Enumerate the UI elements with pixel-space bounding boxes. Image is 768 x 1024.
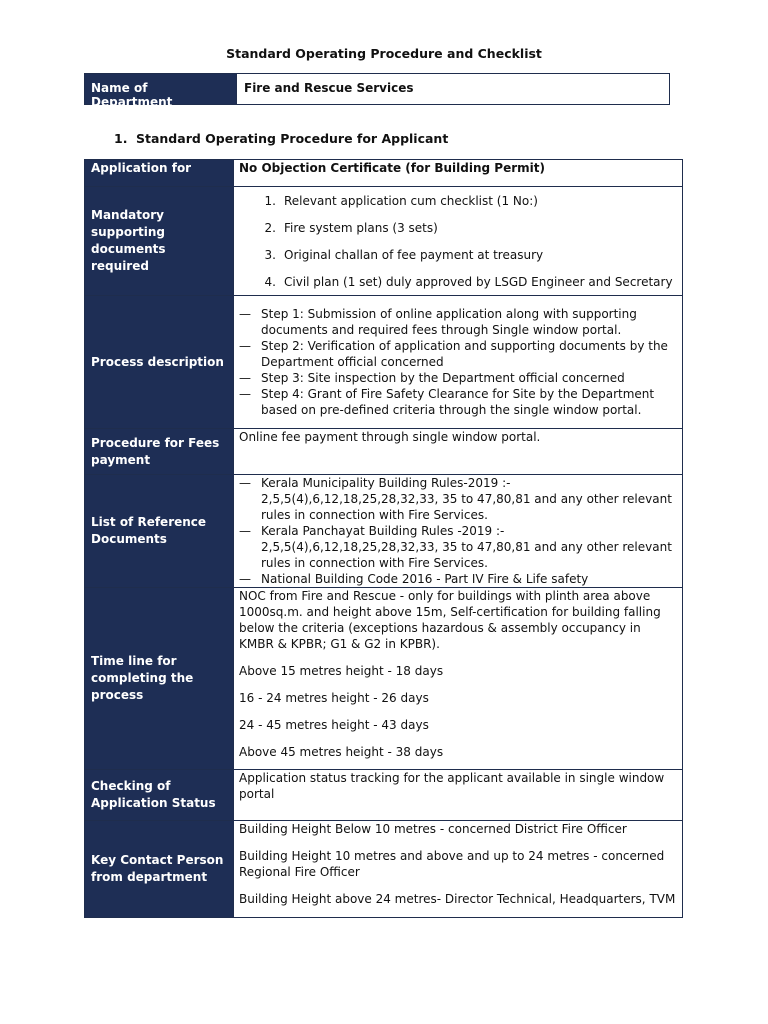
department-table	[84, 73, 670, 109]
label-contact: Key Contact Person from department	[85, 821, 234, 918]
department-label: Name of Department	[85, 74, 236, 104]
department-value: Fire and Rescue Services	[236, 74, 669, 104]
timeline-item: 24 - 45 metres height - 43 days	[239, 718, 429, 732]
references-list	[239, 475, 677, 587]
list-item: 2. Fire system plans (3 sets)	[264, 220, 438, 235]
section-heading	[114, 131, 448, 146]
value-fees: Online fee payment through single window portal.	[234, 429, 683, 475]
timeline-intro: NOC from Fire and Rescue - only for buildings with plinth area above 1000sq.m. and height above 15m, Self-certification for building falling below the criteria (exceptions hazardous & assembly occupancy in KMBR & KPBR; G1 & G2 in KPBR).	[239, 589, 661, 651]
label-fees: Procedure for Fees payment	[85, 429, 234, 475]
contact-item: Building Height above 24 metres- Director Technical, Headquarters, TVM	[239, 892, 676, 906]
row-mandatory-docs	[85, 187, 683, 296]
row-status	[85, 770, 683, 821]
row-application-for	[85, 160, 683, 187]
contact-item: Building Height 10 metres and above and up to 24 metres - concerned Regional Fire Officer	[239, 849, 665, 879]
sop-table	[84, 159, 683, 918]
value-application-for: No Objection Certificate (for Building Permit)	[234, 160, 683, 187]
value-timeline	[234, 588, 683, 770]
value-references	[234, 475, 683, 588]
label-timeline: Time line for completing the process	[85, 588, 234, 770]
mandatory-docs-list	[239, 187, 677, 295]
value-mandatory-docs	[234, 187, 683, 296]
timeline-item: Above 15 metres height - 18 days	[239, 664, 444, 678]
list-item: — National Building Code 2016 - Part IV Fire & Life safety	[239, 572, 589, 586]
list-item: 4. Civil plan (1 set) duly approved by LSGD Engineer and Secretary	[264, 274, 673, 289]
list-item: — Step 3: Site inspection by the Department official concerned	[239, 371, 625, 385]
section-number: 1.	[114, 131, 128, 146]
timeline-item: Above 45 metres height - 38 days	[239, 745, 444, 759]
label-status: Checking of Application Status	[85, 770, 234, 821]
label-references: List of Reference Documents	[85, 475, 234, 588]
value-contact	[234, 821, 683, 918]
value-status: Application status tracking for the applicant available in single window portal	[234, 770, 683, 821]
list-item: — Step 2: Verification of application and supporting documents by the Department official concerned	[239, 339, 668, 369]
label-application-for: Application for	[85, 160, 234, 187]
list-item: — Step 1: Submission of online application along with supporting documents and required fees through Single window portal.	[239, 307, 637, 337]
label-mandatory-docs: Mandatory supporting documents required	[85, 187, 234, 296]
process-list	[239, 306, 677, 418]
list-item: 1. Relevant application cum checklist (1 No:)	[264, 193, 538, 208]
row-references	[85, 475, 683, 588]
row-fees	[85, 429, 683, 475]
contact-item: Building Height Below 10 metres - concerned District Fire Officer	[239, 822, 627, 836]
row-timeline	[85, 588, 683, 770]
list-item: 3. Original challan of fee payment at treasury	[264, 247, 544, 262]
list-item: — Step 4: Grant of Fire Safety Clearance for Site by the Department based on pre-defined criteria through the single window portal.	[239, 387, 655, 417]
document-title: Standard Operating Procedure and Checklist	[226, 46, 542, 61]
row-process	[85, 296, 683, 429]
list-item: — Kerala Panchayat Building Rules -2019 :- 2,5,5(4),6,12,18,25,28,32,33, 35 to 47,80,81 and any other relevant rules in connection with Fire Services.	[239, 524, 672, 570]
row-contact	[85, 821, 683, 918]
section-title: Standard Operating Procedure for Applicant	[136, 131, 449, 146]
list-item: — Kerala Municipality Building Rules-2019 :- 2,5,5(4),6,12,18,25,28,32,33, 35 to 47,80,81 and any other relevant rules in connection with Fire Services.	[239, 476, 672, 522]
timeline-item: 16 - 24 metres height - 26 days	[239, 691, 429, 705]
value-process	[234, 296, 683, 429]
label-process: Process description	[85, 296, 234, 429]
